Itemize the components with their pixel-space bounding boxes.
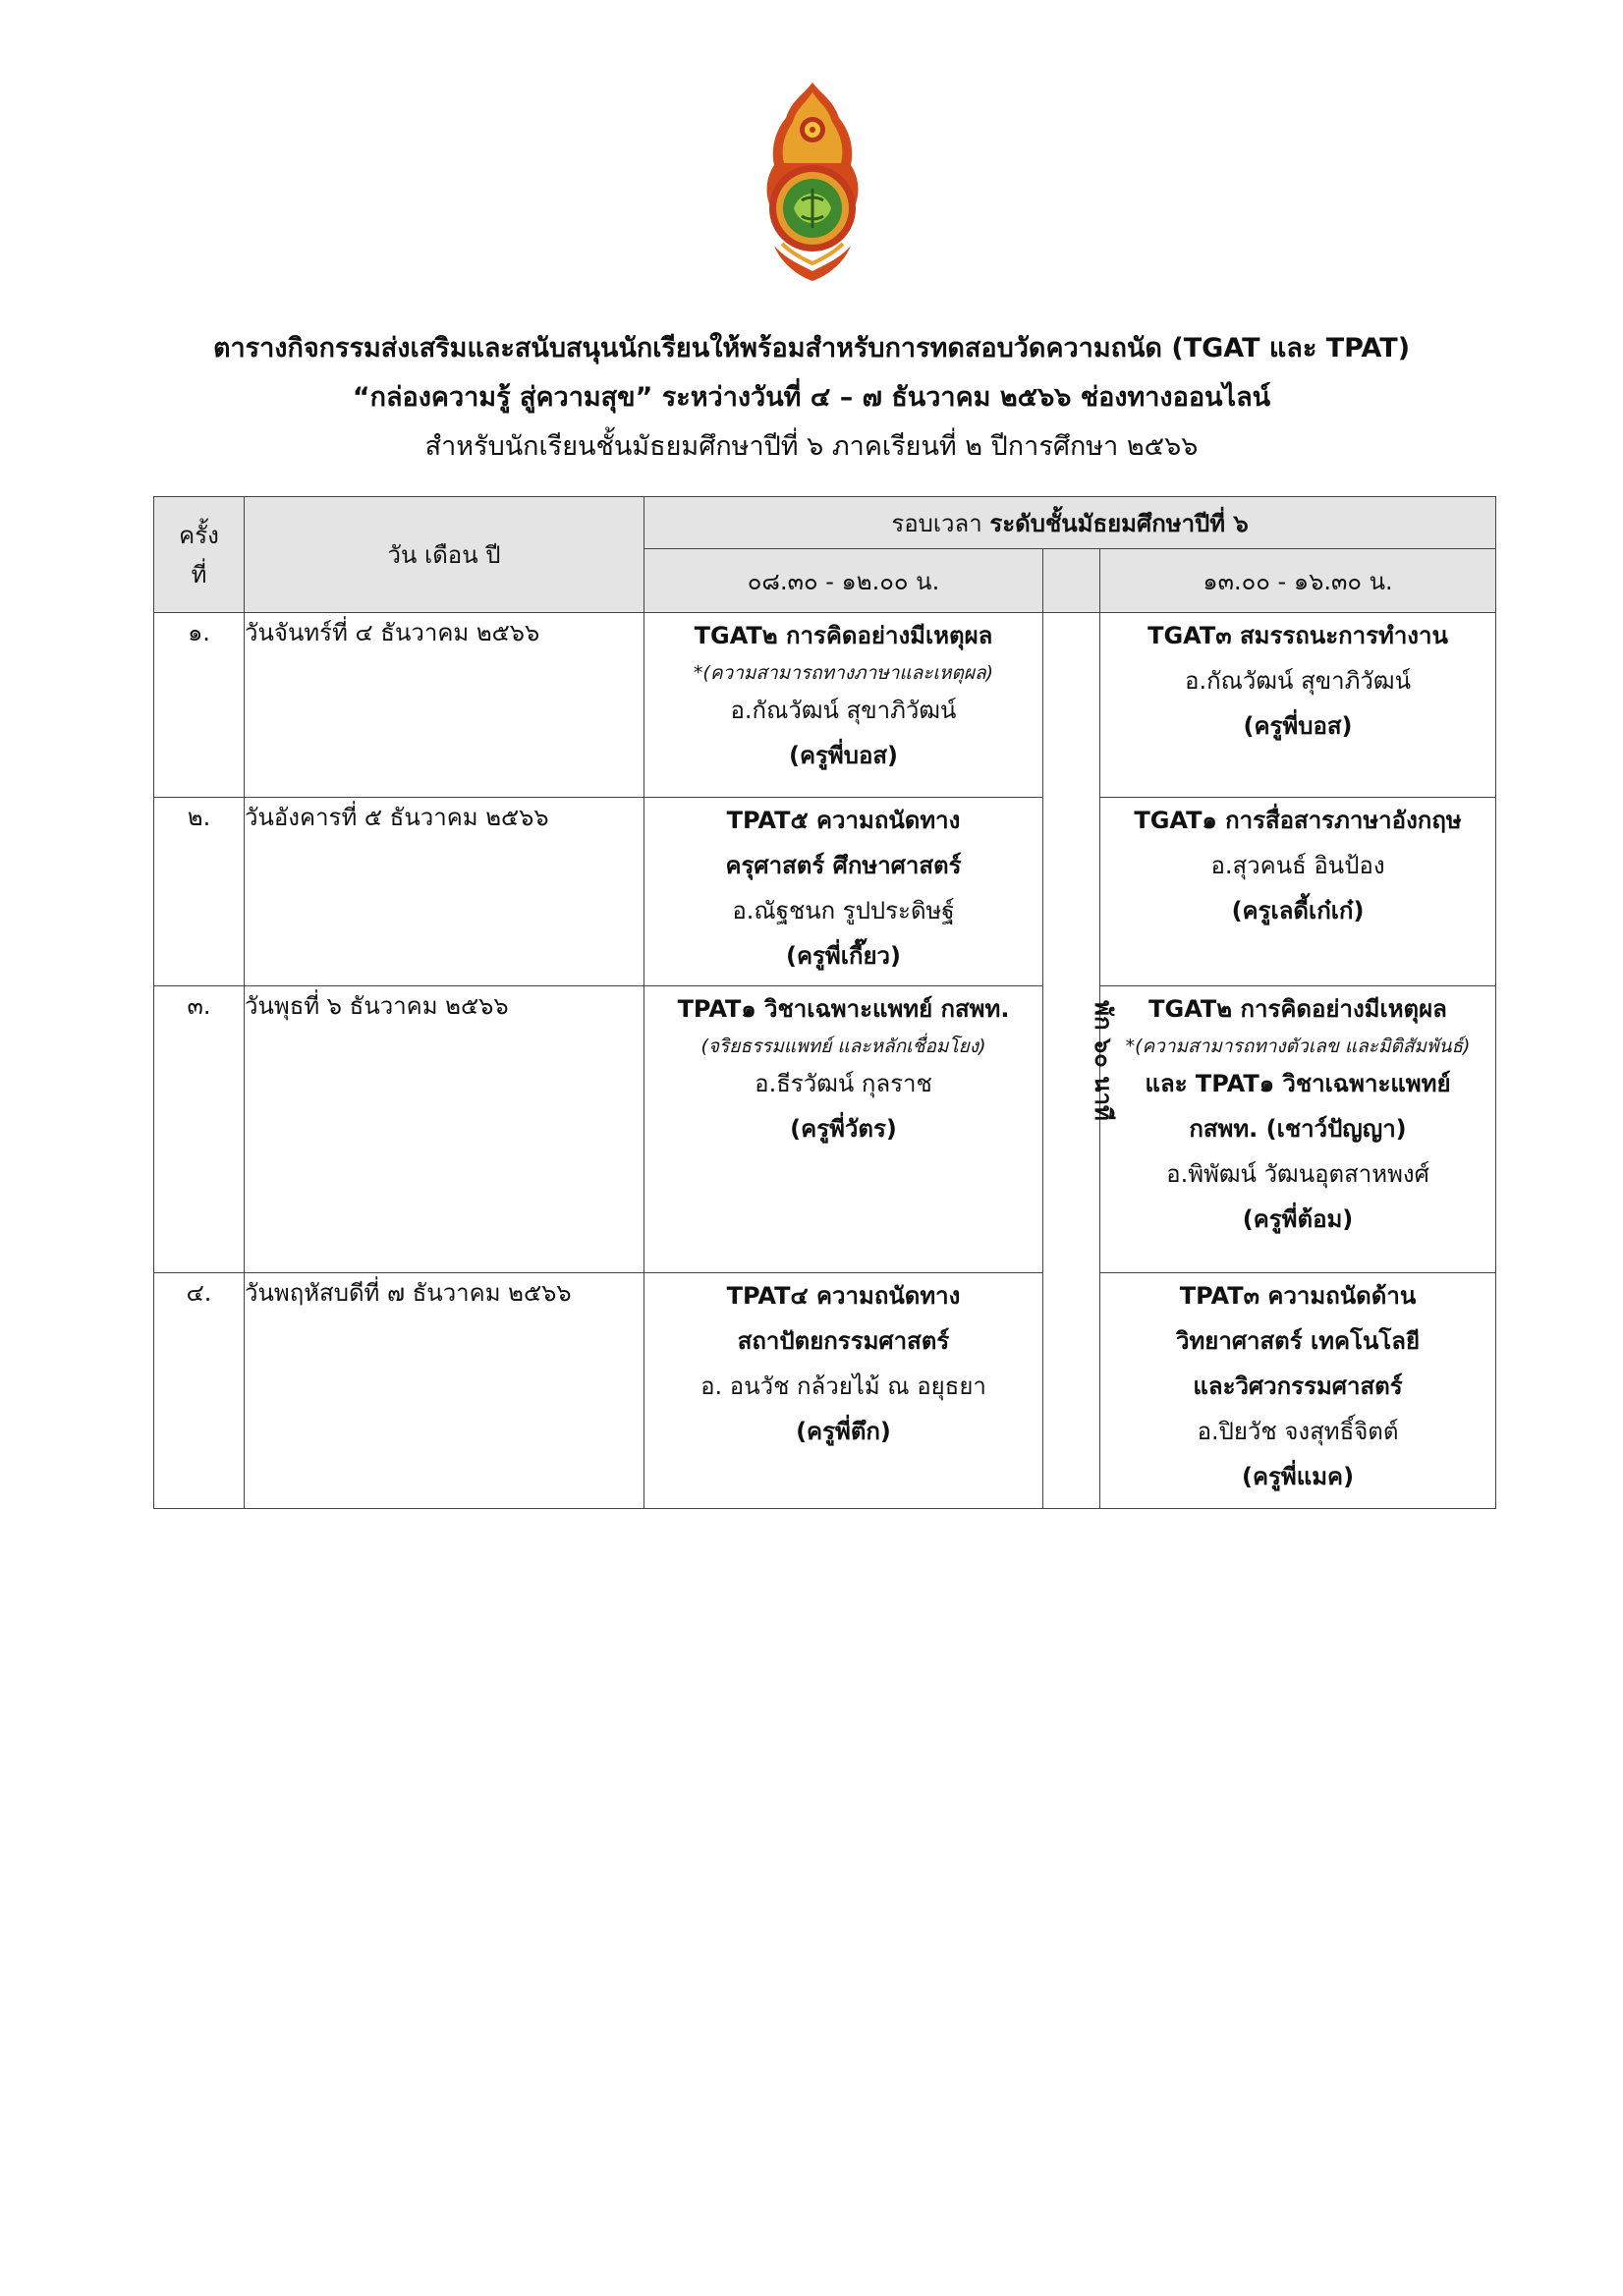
teacher-nickname: (ครูพี่วัตร) [790, 1115, 897, 1143]
header-round-level: ระดับชั้นมัธยมศึกษาปีที่ ๖ [989, 509, 1249, 537]
title-line-1: ตารางกิจกรรมส่งเสริมและสนับสนุนนักเรียนให้พร้อมสำหรับการทดสอบวัดความถนัด (TGAT และ TPAT) [212, 333, 1411, 364]
subject-line: TPAT๑ วิชาเฉพาะแพทย์ กสพท. [677, 995, 1010, 1023]
teacher-nickname: (ครูพี่เกี๊ยว) [786, 942, 901, 970]
subject-line: TGAT๑ การสื่อสารภาษาอังกฤษ [1134, 807, 1462, 834]
header-session-number [154, 497, 245, 613]
table-row [154, 613, 1496, 798]
lunch-break-label: พัก ๖๐ นาที [1089, 1000, 1117, 1121]
subject-line: วิทยาศาสตร์ เทคโนโลยี [1175, 1327, 1421, 1355]
teacher-name: อ.กัณวัฒน์ สุขาภิวัฒน์ [730, 697, 957, 724]
subject-line: TGAT๓ สมรรถนะการทำงาน [1147, 622, 1448, 649]
morning-session [644, 613, 1043, 798]
teacher-name: อ.ณัฐชนก รูปประดิษฐ์ [732, 897, 955, 924]
morning-session [644, 986, 1043, 1273]
teacher-nickname: (ครูพี่บอส) [1243, 712, 1353, 740]
teacher-nickname: (ครูพี่ตึก) [796, 1418, 891, 1445]
session-date: วันอังคารที่ ๕ ธันวาคม ๒๕๖๖ [245, 798, 644, 986]
session-date: วันพฤหัสบดีที่ ๗ ธันวาคม ๒๕๖๖ [245, 1273, 644, 1509]
schedule-table [153, 496, 1496, 1509]
teacher-name: อ.สุวคนธ์ อินป้อง [1210, 852, 1385, 879]
header-date: วัน เดือน ปี [245, 497, 644, 613]
header-time-round [644, 497, 1496, 549]
morning-session [644, 1273, 1043, 1509]
session-date: วันจันทร์ที่ ๔ ธันวาคม ๒๕๖๖ [245, 613, 644, 798]
morning-session [644, 798, 1043, 986]
session-date: วันพุธที่ ๖ ธันวาคม ๒๕๖๖ [245, 986, 644, 1273]
subject-line: TPAT๓ ความถนัดด้าน [1179, 1282, 1417, 1310]
header-session-number-line2: ที่ [191, 560, 207, 588]
title-line-3: สำหรับนักเรียนชั้นมัธยมศึกษาปีที่ ๖ ภาคเรียนที่ ๒ ปีการศึกษา ๒๕๖๖ [424, 431, 1199, 462]
subject-line: TGAT๒ การคิดอย่างมีเหตุผล [694, 622, 993, 649]
subject-line: และ TPAT๑ วิชาเฉพาะแพทย์ [1145, 1070, 1451, 1097]
table-row [154, 1273, 1496, 1509]
subject-line: TPAT๔ ความถนัดทาง [726, 1282, 961, 1310]
teacher-nickname: (ครูพี่บอส) [789, 742, 898, 769]
header-session-number-line1: ครั้ง [179, 521, 219, 549]
teacher-name: อ.ปิยวัช จงสุทธิ์จิตต์ [1197, 1418, 1399, 1445]
subject-line: TGAT๒ การคิดอย่างมีเหตุผล [1148, 995, 1447, 1023]
afternoon-session [1100, 1273, 1496, 1509]
subject-line: ครุศาสตร์ ศึกษาศาสตร์ [725, 852, 962, 879]
subject-note: *(ความสามารถทางตัวเลข และมิติสัมพันธ์) [1125, 1036, 1471, 1057]
document-title [0, 324, 1623, 472]
teacher-name: อ. อนวัช กล้วยไม้ ณ อยุธยา [700, 1372, 986, 1400]
subject-note: *(ความสามารถทางภาษาและเหตุผล) [693, 662, 994, 684]
title-line-2: “กล่องความรู้ สู่ความสุข” ระหว่างวันที่ ๔ – ๗ ธันวาคม ๒๕๖๖ ช่องทางออนไลน์ [352, 382, 1271, 413]
table-row [154, 986, 1496, 1273]
teacher-name: อ.กัณวัฒน์ สุขาภิวัฒน์ [1185, 667, 1411, 695]
subject-line: กสพท. (เชาว์ปัญญา) [1189, 1115, 1407, 1143]
session-number: ๔. [154, 1273, 245, 1509]
teacher-nickname: (ครูเลดี้เก๋เก๋) [1231, 897, 1365, 924]
header-time-break [1043, 549, 1100, 613]
session-number: ๒. [154, 798, 245, 986]
header-time-morning: ๐๘.๓๐ - ๑๒.๐๐ น. [644, 549, 1043, 613]
session-number: ๓. [154, 986, 245, 1273]
session-number: ๑. [154, 613, 245, 798]
teacher-name: อ.ธีรวัฒน์ กุลราช [755, 1070, 932, 1097]
subject-line: และวิศวกรรมศาสตร์ [1193, 1372, 1403, 1400]
teacher-nickname: (ครูพี่แมค) [1241, 1463, 1355, 1490]
subject-note: (จริยธรรมแพทย์ และหลักเชื่อมโยง) [700, 1036, 986, 1057]
obec-emblem [762, 79, 863, 295]
header-round-prefix: รอบเวลา [891, 509, 990, 537]
afternoon-session [1100, 613, 1496, 798]
afternoon-session [1100, 986, 1496, 1273]
afternoon-session [1100, 798, 1496, 986]
lunch-break-cell [1043, 613, 1117, 1509]
table-row [154, 798, 1496, 986]
header-time-afternoon: ๑๓.๐๐ - ๑๖.๓๐ น. [1100, 549, 1496, 613]
subject-line: TPAT๕ ความถนัดทาง [726, 807, 961, 834]
subject-line: สถาปัตยกรรมศาสตร์ [737, 1327, 950, 1355]
teacher-name: อ.พิพัฒน์ วัฒนอุตสาหพงศ์ [1166, 1160, 1429, 1188]
teacher-nickname: (ครูพี่ต้อม) [1242, 1205, 1354, 1233]
